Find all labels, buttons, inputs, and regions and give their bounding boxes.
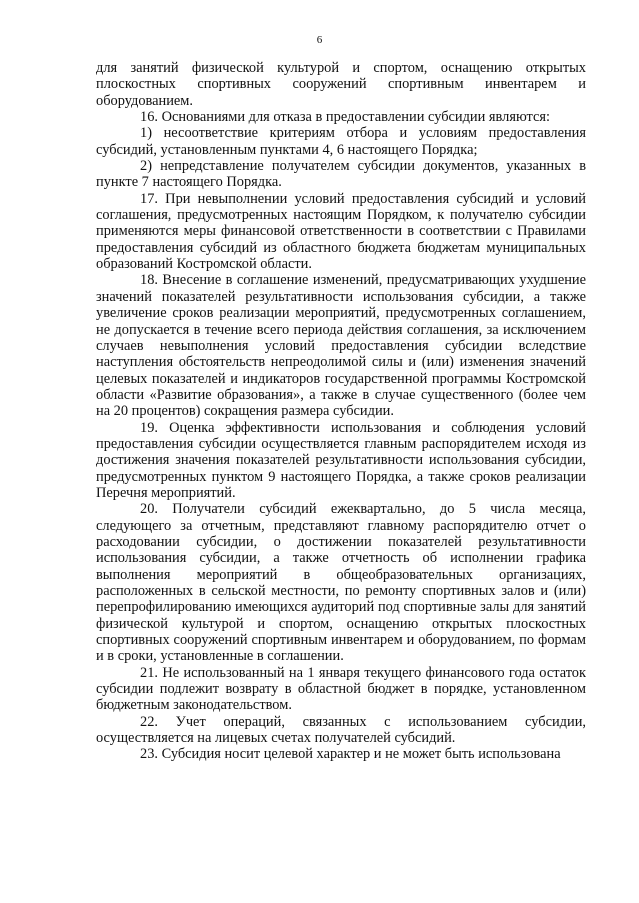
paragraph-21: 21. Не использованный на 1 января текущего финансового года остаток субсидии подлежит возврату в областной бюджет в порядке, установленном бюджетным законодательством. <box>96 664 586 714</box>
paragraph-16-item-2: 2) непредставление получателем субсидии документов, указанных в пункте 7 настоящего Порядка. <box>96 158 586 191</box>
page-number: 6 <box>316 34 323 46</box>
paragraph-20: 20. Получатели субсидий ежеквартально, до 5 числа месяца, следующего за отчетным, представляют главному распорядителю отчет о расходовании субсидии, о достижении показателей результативности использования субсидии, а также отчетность об исполнении графика выполнения мероприятий в общеобразовательных организациях, расположенных в сельской местности, по ремонту спортивных залов и (или) перепрофилированию имеющихся аудиторий под спортивные залы для занятий физической культурой и спортом, оснащению открытых плоскостных спортивных сооружений спортивным инвентарем и оборудованием, по формам и в сроки, установленные в соглашении. <box>96 501 586 665</box>
paragraph-19: 19. Оценка эффективности использования и соблюдения условий предоставления субсидии осуществляется главным распорядителем исходя из достижения значения показателей результативности использования субсидии, предусмотренных пунктом 9 настоящего Порядка, а также сроков реализации Перечня мероприятий. <box>96 419 586 501</box>
paragraph-16: 16. Основаниями для отказа в предоставлении субсидии являются: <box>140 109 550 126</box>
paragraph-18: 18. Внесение в соглашение изменений, предусматривающих ухудшение значений показателей результативности использования субсидии, а также увеличение сроков реализации мероприятий, предусмотренных соглашением, не допускается в течение всего периода действия соглашения, за исключением случаев невыполнения условий предоставления субсидии вследствие наступления обстоятельств непреодолимой силы и (или) изменения значений целевых показателей и индикаторов государственной программы Костромской области «Развитие образования», а также в случае существенного (более чем на 20 процентов) сокращения размера субсидии. <box>96 272 586 420</box>
paragraph-23: 23. Субсидия носит целевой характер и не может быть использована <box>140 746 561 763</box>
paragraph-continuation: для занятий физической культурой и спортом, оснащению открытых плоскостных спортивных сооружений спортивным инвентарем и оборудованием. <box>96 60 586 109</box>
paragraph-17: 17. При невыполнении условий предоставления субсидий и условий соглашения, предусмотренных настоящим Порядком, к получателю субсидии применяются меры финансовой ответственности в соответствии с Правилами предоставления субсидий из областного бюджета бюджетам муниципальных образований Костромской области. <box>96 190 586 273</box>
paragraph-22: 22. Учет операций, связанных с использованием субсидии, осуществляется на лицевых счетах получателей субсидий. <box>96 713 586 747</box>
document-body <box>96 60 586 763</box>
paragraph-16-item-1: 1) несоответствие критериям отбора и условиям предоставления субсидий, установленным пунктами 4, 6 настоящего Порядка; <box>96 125 586 158</box>
